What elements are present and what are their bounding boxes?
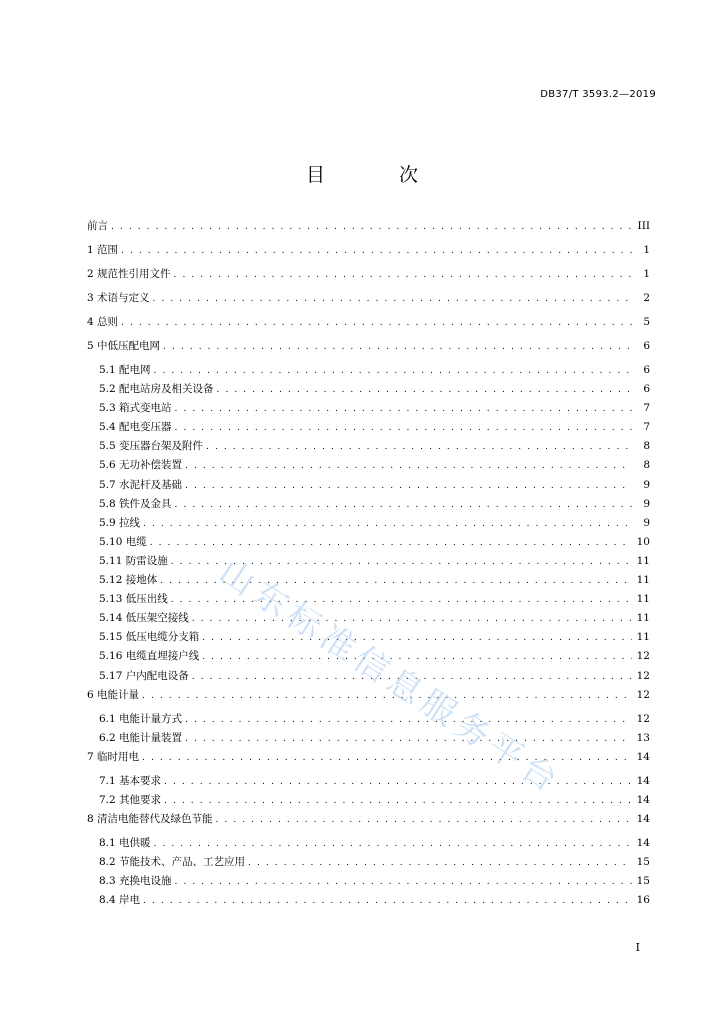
toc-entry-label: 5.7 水泥杆及基础 [99,478,183,491]
toc-leader-dots [175,875,632,889]
toc-entry-page: 9 [643,478,650,491]
toc-leader-dots [175,498,632,512]
toc-entry-page: 8 [643,459,650,472]
toc-entry[interactable] [87,439,650,458]
toc-leader-dots [160,574,632,588]
toc-entry-page: 7 [643,421,650,434]
toc-entry[interactable] [87,420,650,439]
toc-entry[interactable] [87,219,650,243]
toc-entry-label: 5.13 低压出线 [99,593,168,606]
toc-entry-page: 9 [643,516,650,529]
toc-entry[interactable] [87,630,650,649]
toc-entry[interactable] [87,315,650,339]
toc-entry-page: 8 [643,440,650,453]
toc-entry[interactable] [87,793,650,812]
toc-leader-dots [175,402,632,416]
toc-entry-page: 6 [643,340,650,352]
toc-entry-label: 6.1 电能计量方式 [99,712,183,725]
toc-entry-label: 5.10 电缆 [99,535,147,548]
toc-entry-page: 6 [643,383,650,396]
toc-leader-dots [150,536,632,550]
toc-leader-dots [153,292,632,306]
toc-leader-dots [185,459,632,473]
toc-leader-dots [142,751,632,765]
toc-entry-page: 14 [636,812,650,825]
toc-entry-label: 8 清洁电能替代及绿色节能 [87,812,213,825]
toc-entry-label: 5.6 无功补偿装置 [99,459,183,472]
toc-leader-dots [111,220,632,234]
toc-entry[interactable] [87,267,650,291]
toc-leader-dots [192,612,632,626]
toc-entry-label: 5.1 配电网 [99,364,151,376]
toc-leader-dots [216,813,632,827]
toc-entry-page: 7 [643,402,650,415]
toc-leader-dots [206,440,632,454]
toc-entry[interactable] [87,401,650,420]
toc-entry[interactable] [87,382,650,401]
toc-entry[interactable] [87,893,650,912]
toc-entry-page: 11 [636,631,650,644]
toc-leader-dots [171,593,632,607]
toc-entry-page: 10 [636,535,650,548]
toc-leader-dots [175,421,632,435]
toc-entry-page: 1 [643,268,650,280]
toc-entry-label: 5.9 拉线 [99,516,141,529]
toc-entry-label: 5.16 电缆直埋接户线 [99,650,200,663]
toc-entry[interactable] [87,855,650,874]
toc-entry-page: 11 [636,554,650,567]
toc-entry-label: 5.2 配电站房及相关设备 [99,383,214,396]
toc-leader-dots [185,479,632,493]
table-of-contents [87,219,650,912]
toc-entry-label: 2 规范性引用文件 [87,268,171,280]
standard-code: DB37/T 3593.2—2019 [540,89,656,100]
toc-entry[interactable] [87,750,650,774]
toc-leader-dots [174,268,632,282]
toc-leader-dots [248,856,632,870]
toc-entry-page: 14 [636,793,650,806]
toc-entry-label: 3 术语与定义 [87,292,150,304]
toc-entry-label: 5.14 低压架空接线 [99,612,189,625]
toc-entry[interactable] [87,836,650,855]
toc-entry-page: 12 [636,712,650,725]
toc-leader-dots [202,631,632,645]
toc-entry-page: 15 [636,875,650,888]
toc-entry[interactable] [87,731,650,750]
toc-entry-page: 15 [636,856,650,869]
toc-leader-dots [121,244,632,258]
toc-leader-dots [171,555,632,569]
toc-entry-label: 6 电能计量 [87,688,140,701]
toc-entry-label: 5.4 配电变压器 [99,421,172,434]
toc-entry-page: 14 [636,774,650,787]
toc-entry-page: 12 [636,669,650,682]
toc-leader-dots [185,732,632,746]
toc-entry-page: 11 [636,593,650,606]
toc-entry-label: 6.2 电能计量装置 [99,731,183,744]
watermark: 山东标准信息服务平台 [211,551,570,804]
toc-entry[interactable] [87,611,650,630]
toc-entry-page: 14 [636,750,650,763]
toc-entry-page: 13 [636,731,650,744]
toc-leader-dots [143,517,632,531]
toc-entry[interactable] [87,516,650,535]
toc-entry-page: 2 [643,292,650,304]
toc-leader-dots [142,689,632,703]
toc-leader-dots [143,894,632,908]
toc-entry[interactable] [87,812,650,836]
toc-entry[interactable] [87,291,650,315]
toc-leader-dots [164,775,632,789]
toc-entry-label: 7 临时用电 [87,750,140,763]
toc-entry-page: 14 [636,836,650,849]
toc-leader-dots [217,383,632,397]
toc-entry-label: 8.3 充换电设施 [99,875,172,888]
toc-entry-label: 5.15 低压电缆分支箱 [99,631,200,644]
toc-entry-label: 1 范围 [87,244,119,256]
toc-leader-dots [154,837,632,851]
toc-entry[interactable] [87,363,650,382]
toc-entry[interactable] [87,554,650,573]
toc-entry[interactable] [87,535,650,554]
toc-entry-label: 8.2 节能技术、产品、工艺应用 [99,856,246,869]
toc-entry-page: 11 [636,612,650,625]
toc-entry-page: 12 [636,688,650,701]
toc-entry[interactable] [87,478,650,497]
toc-entry-page: 9 [643,497,650,510]
toc-entry-page: 11 [636,574,650,587]
toc-entry-label: 8.1 电供暖 [99,836,151,849]
toc-entry-label: 前言 [87,220,108,232]
toc-entry[interactable] [87,243,650,267]
toc-entry-page: 1 [643,244,650,256]
toc-entry-page: III [637,220,650,232]
toc-entry[interactable] [87,458,650,477]
toc-entry-label: 8.4 岸电 [99,894,141,907]
page-number: I [635,941,640,954]
toc-entry-label: 7.2 其他要求 [99,793,162,806]
toc-entry-label: 5.11 防雷设施 [99,554,168,567]
toc-entry[interactable] [87,592,650,611]
toc-leader-dots [121,316,632,330]
toc-entry-page: 6 [643,364,650,376]
toc-entry-label: 5.5 变压器台架及附件 [99,440,204,453]
toc-entry-label: 4 总则 [87,316,119,328]
toc-leader-dots [154,364,632,378]
toc-leader-dots [192,670,632,684]
toc-entry-label: 5.17 户内配电设备 [99,669,189,682]
toc-leader-dots [164,794,632,808]
toc-leader-dots [185,713,632,727]
toc-entry[interactable] [87,649,650,668]
toc-entry[interactable] [87,573,650,592]
toc-entry[interactable] [87,874,650,893]
toc-entry[interactable] [87,669,650,688]
toc-entry-page: 16 [636,894,650,907]
toc-entry[interactable] [87,712,650,731]
toc-entry-label: 5 中低压配电网 [87,340,161,352]
toc-entry[interactable] [87,688,650,712]
toc-entry-label: 7.1 基本要求 [99,774,162,787]
toc-leader-dots [202,650,632,664]
toc-leader-dots [163,340,632,354]
toc-entry-label: 5.12 接地体 [99,574,158,587]
toc-entry-page: 5 [643,316,650,328]
toc-entry[interactable] [87,497,650,516]
toc-entry-label: 5.8 铁件及金具 [99,497,172,510]
toc-entry-page: 12 [636,650,650,663]
toc-entry[interactable] [87,339,650,363]
toc-entry[interactable] [87,774,650,793]
toc-title: 目 次 [305,164,453,186]
toc-entry-label: 5.3 箱式变电站 [99,402,172,415]
